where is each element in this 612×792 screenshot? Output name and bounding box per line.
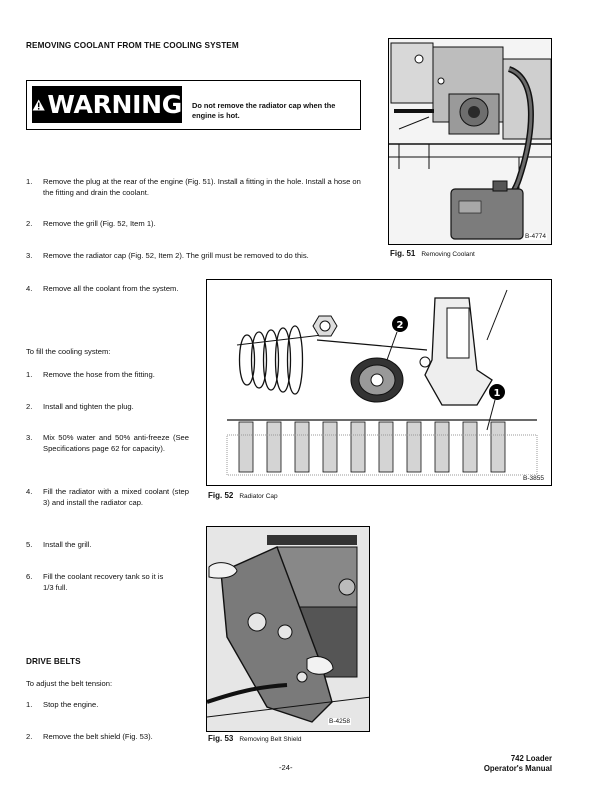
fig52-caption <box>208 491 278 500</box>
step-number: 6. <box>26 572 33 581</box>
figure-52-image <box>206 279 552 486</box>
warning-triangle-icon <box>32 95 45 115</box>
step-number: 1. <box>26 370 33 379</box>
step-number: 2. <box>26 219 33 228</box>
step-number: 2. <box>26 402 33 411</box>
fig52-caption-text: Radiator Cap <box>239 493 278 500</box>
fig52-number: Fig. 52 <box>208 491 234 500</box>
figure-51-image <box>388 38 552 245</box>
page-number: -24- <box>279 763 293 772</box>
footer-manual: Operator's Manual <box>483 764 552 773</box>
footer-model: 742 Loader <box>510 754 552 763</box>
step-text: Stop the engine. <box>43 700 99 709</box>
step-number: 4. <box>26 284 33 293</box>
fig53-caption-text: Removing Belt Shield <box>239 736 302 743</box>
radiator-cap-illustration <box>207 280 552 486</box>
step-text: Remove the belt shield (Fig. 53). <box>43 732 153 741</box>
step-text: Fill the coolant recovery tank so it is 1/3 full. <box>43 572 164 592</box>
belt-shield-illustration <box>207 527 370 732</box>
step-number: 3. <box>26 251 33 260</box>
step-text: Fill the radiator with a mixed coolant (step 3) and install the radiator cap. <box>43 487 189 507</box>
fig52-ref-code: B-3855 <box>523 475 544 482</box>
fill-intro: To fill the cooling system: <box>26 347 111 356</box>
figure-53-image <box>206 526 370 732</box>
belts-intro: To adjust the belt tension: <box>26 679 113 688</box>
step-text: Remove the hose from the fitting. <box>43 370 155 379</box>
fig51-ref-code: B-4774 <box>525 233 546 240</box>
step-text: Remove the radiator cap (Fig. 52, Item 2). The grill must be removed to do this. <box>43 251 309 260</box>
fig53-ref-code: B-4258 <box>329 718 350 725</box>
fig53-caption <box>208 734 302 743</box>
warning-box <box>26 80 361 130</box>
step-text: Install the grill. <box>43 540 92 549</box>
step-text: Install and tighten the plug. <box>43 402 134 411</box>
step-text: Remove all the coolant from the system. <box>43 284 179 293</box>
section-title: REMOVING COOLANT FROM THE COOLING SYSTEM <box>26 41 239 50</box>
step-number: 1. <box>26 700 33 709</box>
fig51-caption-text: Removing Coolant <box>421 251 475 258</box>
drive-belts-title: DRIVE BELTS <box>26 657 81 666</box>
fig51-caption <box>390 249 475 258</box>
fig53-number: Fig. 53 <box>208 734 234 743</box>
step-text: Mix 50% water and 50% anti-freeze (See Specifications page 62 for capacity). <box>43 433 189 453</box>
step-number: 4. <box>26 487 33 496</box>
fig52-callout-1: 1 <box>493 388 501 399</box>
warning-label-block <box>32 86 182 123</box>
step-number: 5. <box>26 540 33 549</box>
step-number: 1. <box>26 177 33 186</box>
warning-label: WARNING <box>47 90 182 119</box>
step-number: 3. <box>26 433 33 442</box>
fig51-number: Fig. 51 <box>390 249 416 258</box>
warning-message: Do not remove the radiator cap when the engine is hot. <box>192 101 336 120</box>
step-text: Remove the grill (Fig. 52, Item 1). <box>43 219 156 228</box>
step-text: Remove the plug at the rear of the engine (Fig. 51). Install a fitting in the hole. Install a hose on the fitting and drain the coolant. <box>43 177 361 197</box>
step-number: 2. <box>26 732 33 741</box>
coolant-drain-illustration <box>389 39 552 245</box>
fig52-callout-2: 2 <box>396 320 404 331</box>
